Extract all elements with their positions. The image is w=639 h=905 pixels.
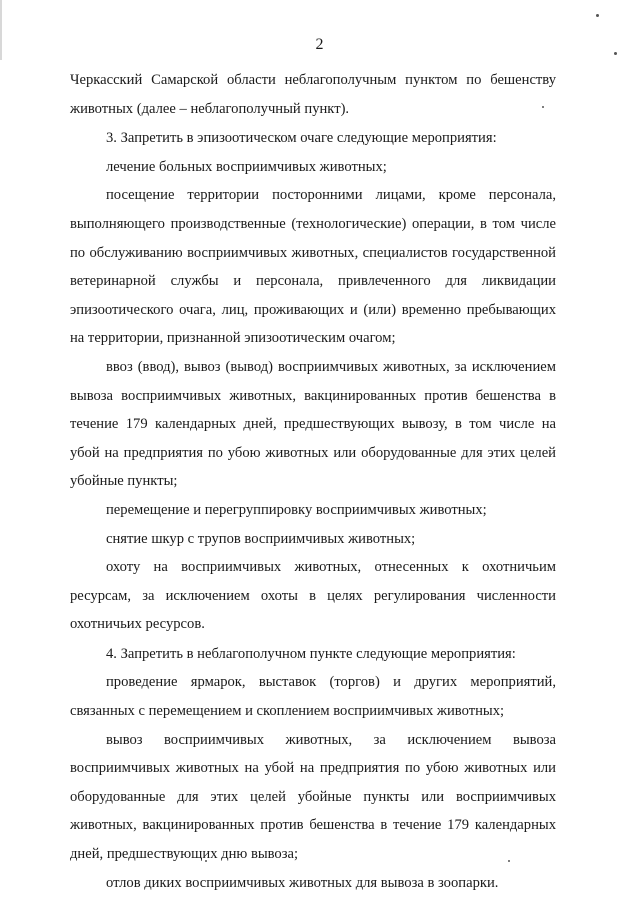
paragraph: посещение территории посторонними лицами, кроме персонала, выполняющего производственные (технологические) операции, в том числе по обслуживанию восприимчивых животных, специалистов государственной ветеринарной службы и персонала, привлеченного для ликвидации эпизоотического очага, лиц, проживающих и (или) временно пребывающих на территории, признанной эпизоотическим очагом;: [70, 187, 556, 347]
paragraph: 3. Запретить в эпизоотическом очаге следующие мероприятия:: [106, 130, 497, 147]
paragraph: Черкасский Самарской области неблагополучным пунктом по бешенству животных (далее – неблагополучный пункт).: [70, 72, 556, 117]
paragraph: охоту на восприимчивых животных, отнесенных к охотничьим ресурсам, за исключением охоты в целях регулирования численности охотничьих ресурсов.: [70, 559, 556, 633]
paragraph: проведение ярмарок, выставок (торгов) и других мероприятий, связанных с перемещением и скоплением восприимчивых животных;: [70, 674, 556, 720]
paragraph: перемещение и перегруппировку восприимчивых животных;: [106, 501, 487, 518]
paragraph: лечение больных восприимчивых животных;: [106, 158, 387, 175]
paragraph: ввоз (ввод), вывоз (вывод) восприимчивых животных, за исключением вывоза восприимчивых животных, вакцинированных против бешенства в течение 179 календарных дней, предшествующих вывозу, в том числе на убой на предприятия по убою животных или оборудованные для этих целей убойные пункты;: [70, 358, 556, 490]
paragraph: отлов диких восприимчивых животных для вывоза в зоопарки.: [106, 874, 499, 891]
paragraph: 4. Запретить в неблагополучном пункте следующие мероприятия:: [106, 645, 516, 662]
page-number: 2: [315, 36, 324, 53]
scan-speck: [596, 14, 599, 17]
document-body: [70, 66, 556, 897]
paragraph: вывоз восприимчивых животных, за исключением вывоза восприимчивых животных на убой на предприятия по убою животных или оборудованные для этих целей убойные пункты или восприимчивых животных, вакцинированных против бешенства в течение 179 календарных дней, предшествующих дню вывоза;: [70, 731, 556, 863]
paragraph: снятие шкур с трупов восприимчивых животных;: [106, 530, 416, 547]
